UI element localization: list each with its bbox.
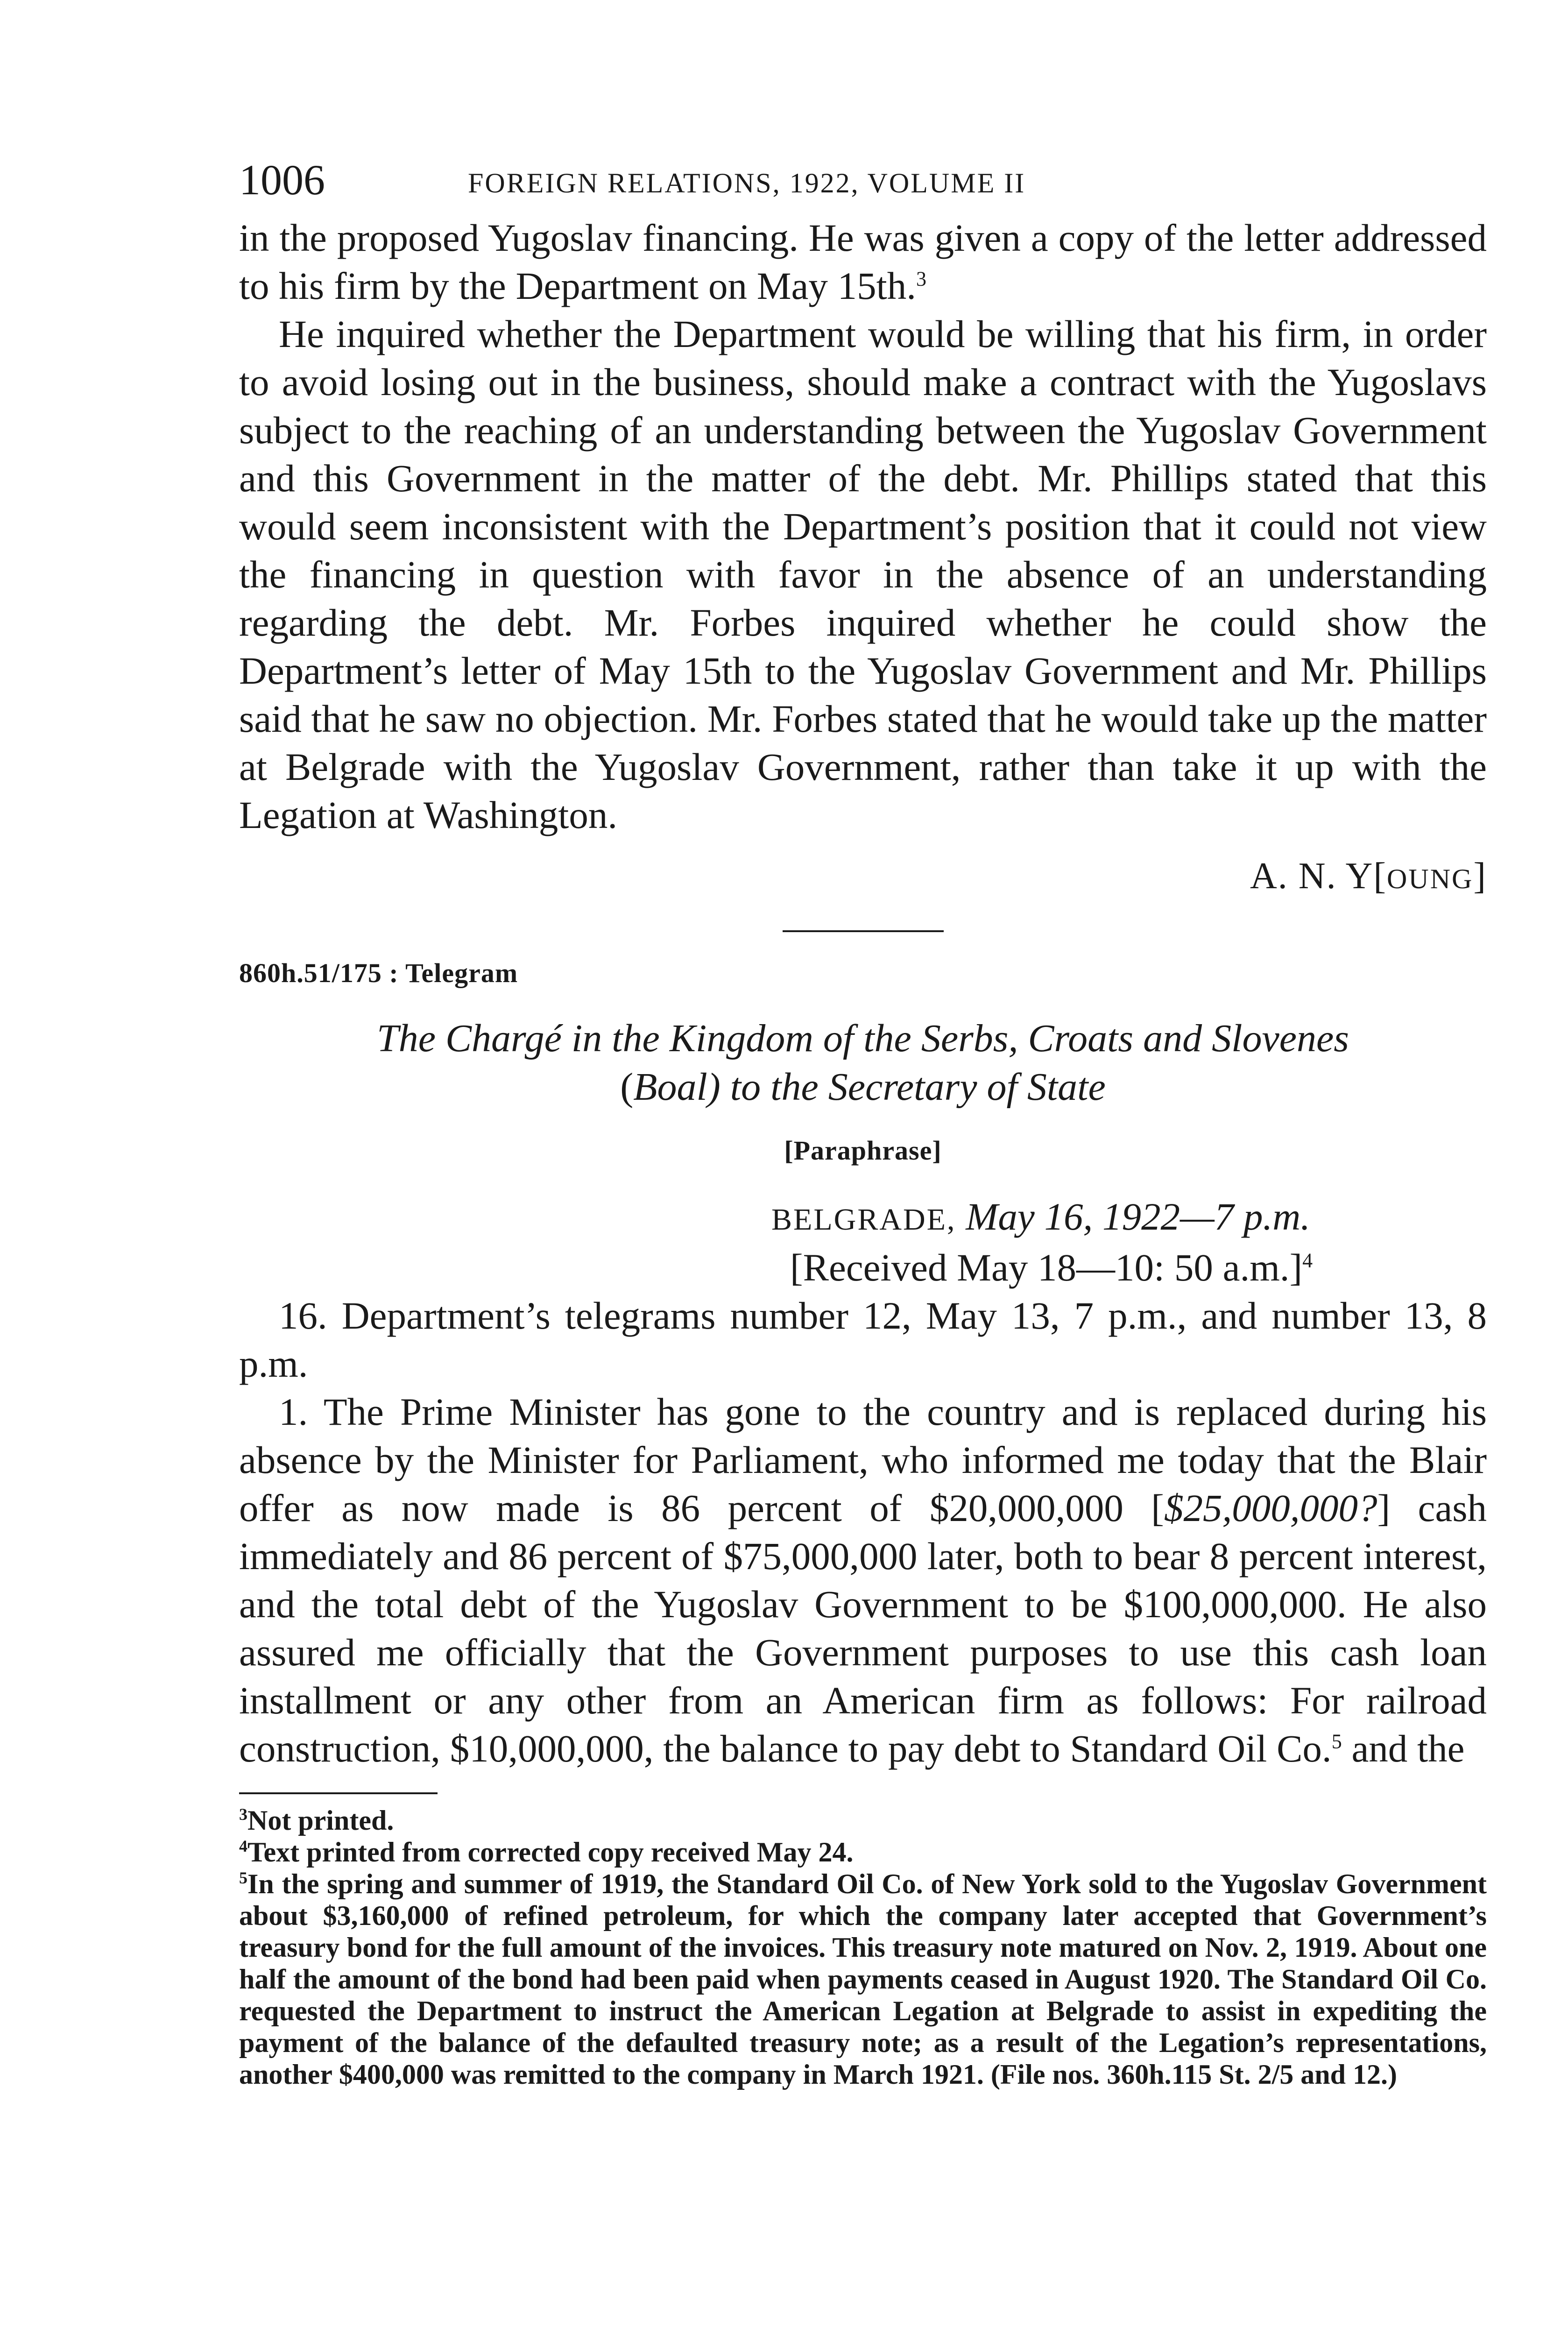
paraphrase-note: [Paraphrase] bbox=[784, 1135, 942, 1166]
footnote-rule bbox=[239, 1792, 438, 1794]
dateline-date: May 16, 1922—7 p.m. bbox=[966, 1195, 1310, 1238]
memo-signature bbox=[239, 852, 1487, 903]
memo-paragraph-1 bbox=[239, 214, 1487, 310]
footnote-4-mark: 4 bbox=[239, 1837, 247, 1855]
telegram-paragraph-2-a: 1. The Prime Minister has gone to the country and is replaced during his absence by the Minister for Parliament, who informed me today that the Blair offer as now made is 86 percent of $20,000,000 [ bbox=[239, 1390, 1487, 1529]
telegram-paragraph-2-c: and the bbox=[1342, 1727, 1465, 1770]
document-page bbox=[239, 154, 1487, 2090]
running-head bbox=[239, 154, 1487, 205]
running-title: FOREIGN RELATIONS, 1922, VOLUME II bbox=[468, 168, 1026, 198]
footnote-5-text: In the spring and summer of 1919, the Standard Oil Co. of New York sold to the Yugoslav Government about $3,160,000 of refined petroleum, for which the company later accepted that Government’s treasury bond for the full amount of the invoices. This treasury note matured on Nov. 2, 1919. About one half the amount of the bond had been paid when payments ceased in August 1920. The Standard Oil Co. requested the Department to instruct the American Legation at Belgrade to assist in expediting the payment of the balance of the defaulted treasury note; as a result of the Legation’s representations, another $400,000 was remitted to the company in March 1921. (File nos. 360h.115 St. 2/5 and 12.) bbox=[239, 1868, 1487, 2090]
footnote-3-text: Not printed. bbox=[247, 1805, 394, 1836]
telegram-title bbox=[239, 1014, 1487, 1111]
telegram-paragraph-2-italic: $25,000,000? bbox=[1164, 1486, 1377, 1529]
telegram-title-line-1: The Chargé in the Kingdom of the Serbs, Croats and Slovenes bbox=[377, 1017, 1349, 1060]
telegram-paragraph-2-b: ] cash immediately and 86 percent of $75,000,000 later, both to bear 8 percent interest, and the total debt of the Yugoslav Government to be $100,000,000. He also assured me officially that the Government purposes to use this cash loan installment or any other from an American firm as follows: For railroad construction, $10,000,000, the balance to pay debt to Standard Oil Co. bbox=[239, 1486, 1487, 1770]
signature-end: ] bbox=[1473, 856, 1487, 897]
title-paren-open: ( bbox=[620, 1065, 634, 1109]
section-divider bbox=[783, 930, 944, 932]
memo-paragraph-1-text: in the proposed Yugoslav financing. He was given a copy of the letter addressed to his firm by the Department on May 15th. bbox=[239, 216, 1487, 307]
received-text: [Received May 18—10: 50 a.m.] bbox=[790, 1246, 1303, 1289]
memo-paragraph-2: He inquired whether the Department would be willing that his firm, in order to avoid losing out in the business, should make a contract with the Yugoslavs subject to the reaching of an understanding between the Yugoslav Government and this Government in the matter of the debt. Mr. Phillips stated that this would seem inconsistent with the Department’s position that it could not view the financing in question with favor in the absence of an understanding regarding the debt. Mr. Forbes inquired whether he could show the Department’s letter of May 15th to the Yugoslav Government and Mr. Phillips said that he saw no objection. Mr. Forbes stated that he would take up the matter at Belgrade with the Yugoslav Government, rather than take it up with the Legation at Washington. bbox=[239, 312, 1487, 836]
footnote-ref-3: 3 bbox=[916, 267, 926, 290]
title-rest: ) to the Secretary of State bbox=[707, 1065, 1106, 1109]
dateline bbox=[771, 1193, 1487, 1244]
footnote-5-mark: 5 bbox=[239, 1868, 247, 1887]
page-number: 1006 bbox=[239, 156, 325, 204]
footnote-3-mark: 3 bbox=[239, 1805, 247, 1824]
footnote-4-text: Text printed from corrected copy received May 24. bbox=[247, 1837, 854, 1868]
telegram-paragraph-2 bbox=[239, 1388, 1487, 1773]
file-number: 860h.51/175 : Telegram bbox=[239, 958, 518, 988]
footnotes bbox=[239, 1804, 1487, 2090]
signature-main: A. N. Y[ bbox=[1250, 856, 1387, 897]
dateline-place: BELGRADE, bbox=[771, 1203, 956, 1237]
footnote-5 bbox=[239, 1868, 1487, 2090]
signature-small-caps: OUNG bbox=[1387, 863, 1474, 894]
title-name: Boal bbox=[633, 1065, 707, 1109]
footnote-ref-4: 4 bbox=[1302, 1249, 1313, 1272]
footnote-3 bbox=[239, 1804, 1487, 1836]
footnote-4 bbox=[239, 1836, 1487, 1868]
footnote-ref-5: 5 bbox=[1331, 1730, 1342, 1753]
telegram-paragraph-1: 16. Department’s telegrams number 12, May 13, 7 p.m., and number 13, 8 p.m. bbox=[239, 1294, 1487, 1385]
received-line bbox=[790, 1244, 1487, 1292]
telegram-title-line-2 bbox=[239, 1063, 1487, 1111]
